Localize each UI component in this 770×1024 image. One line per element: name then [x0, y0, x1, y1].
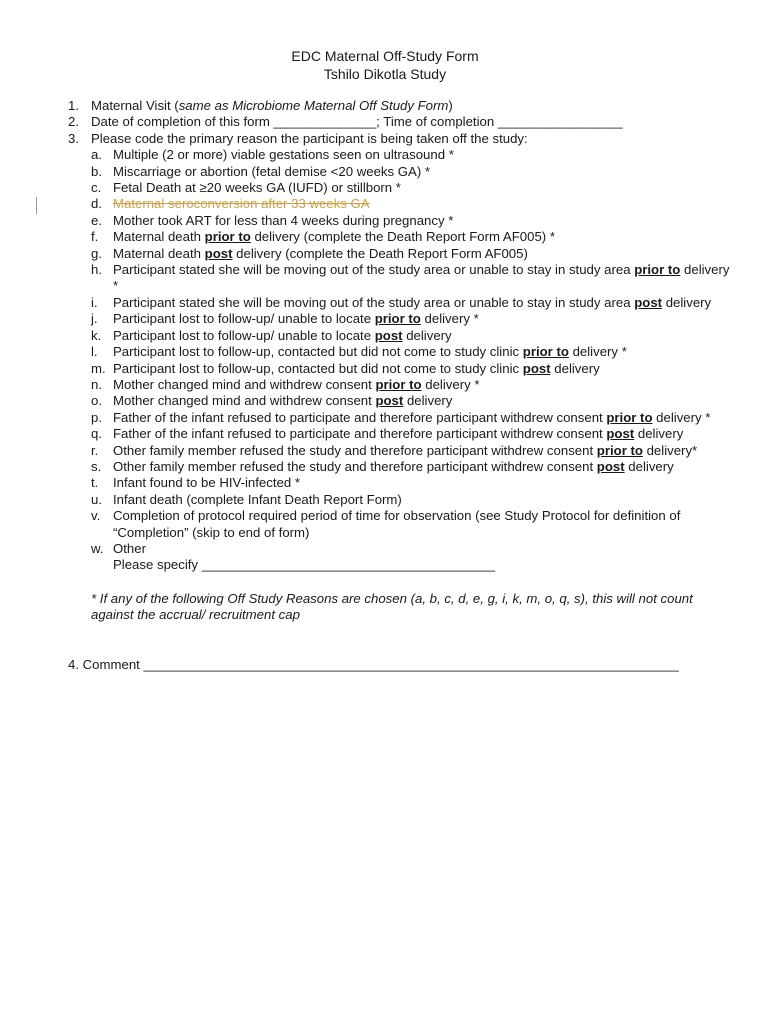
option-k: k. Participant lost to follow-up/ unable to locate post delivery [91, 327, 452, 343]
option-c: c. Fetal Death at ≥20 weeks GA (IUFD) or stillborn * [91, 180, 401, 196]
footnote: * If any of the following Off Study Reasons are chosen (a, b, c, d, e, g, i, k, m, o, q, s), this will not count against the accrual/ recruitment cap [91, 590, 693, 623]
option-v: v. Completion of protocol required period of time for observation (see Study Protocol for definition of “Completion” (skip to end of form) [91, 508, 681, 540]
option-w: w. Other Please specify ________________________________________ [0, 541, 770, 574]
study-name: Tshilo Dikotla Study [323, 66, 447, 82]
question-number: 2. [68, 114, 79, 130]
deleted-text: Maternal seroconversion after 33 weeks GA [113, 196, 370, 212]
form-title: EDC Maternal Off-Study Form [291, 48, 479, 64]
form-body [0, 98, 770, 673]
question-number: 3. [68, 130, 79, 146]
option-d: d. Maternal seroconversion after 33 weeks GA [91, 196, 370, 212]
option-f: f. Maternal death prior to delivery (complete the Death Report Form AF005) * [91, 229, 555, 245]
option-l: l. Participant lost to follow-up, contacted but did not come to study clinic prior to delivery * [91, 344, 627, 360]
question-1: 1. Maternal Visit (same as Microbiome Maternal Off Study Form) [68, 98, 453, 113]
specify-field: Please specify ________________________________________ [113, 557, 496, 573]
option-j: j. Participant lost to follow-up/ unable to locate prior to delivery * [91, 311, 479, 327]
visit-note: same as Microbiome Maternal Off Study Form [178, 98, 449, 113]
option-b: b. Miscarriage or abortion (fetal demise <20 weeks GA) * [91, 163, 431, 179]
option-e: e. Mother took ART for less than 4 weeks during pregnancy * [91, 212, 454, 228]
option-m: m. Participant lost to follow-up, contacted but did not come to study clinic post delivery [91, 360, 600, 376]
option-s: s. Other family member refused the study and therefore participant withdrew consent post delivery [91, 458, 674, 474]
question-3-text: Please code the primary reason the participant is being taken off the study: [91, 130, 528, 146]
option-t: t. Infant found to be HIV-infected * [91, 475, 300, 491]
option-i: i. Participant stated she will be moving out of the study area or unable to stay in study area post delivery [91, 294, 712, 310]
option-n: n. Mother changed mind and withdrew consent prior to delivery * [91, 376, 480, 392]
completion-date-time: Date of completion of this form ______________; Time of completion _________________ [91, 114, 623, 130]
option-a: a. Multiple (2 or more) viable gestations seen on ultrasound * [91, 147, 454, 163]
option-p: p. Father of the infant refused to participate and therefore participant withdrew consent prior to delivery * [91, 409, 711, 425]
option-q: q. Father of the infant refused to participate and therefore participant withdrew consent post delivery [91, 426, 684, 442]
option-h: h. Participant stated she will be moving out of the study area or unable to stay in study area prior to delivery * [91, 262, 730, 294]
option-o: o. Mother changed mind and withdrew consent post delivery [91, 393, 453, 409]
option-r: r. Other family member refused the study and therefore participant withdrew consent prior to delivery* [91, 442, 698, 458]
option-u: u. Infant death (complete Infant Death Report Form) [91, 491, 402, 507]
question-number: 1. [68, 98, 79, 113]
question-2 [0, 114, 770, 130]
option-g: g. Maternal death post delivery (complete the Death Report Form AF005) [91, 245, 528, 261]
comment-field: 4. Comment _________________________________________________________________________ [68, 656, 679, 672]
question-3 [0, 131, 770, 147]
